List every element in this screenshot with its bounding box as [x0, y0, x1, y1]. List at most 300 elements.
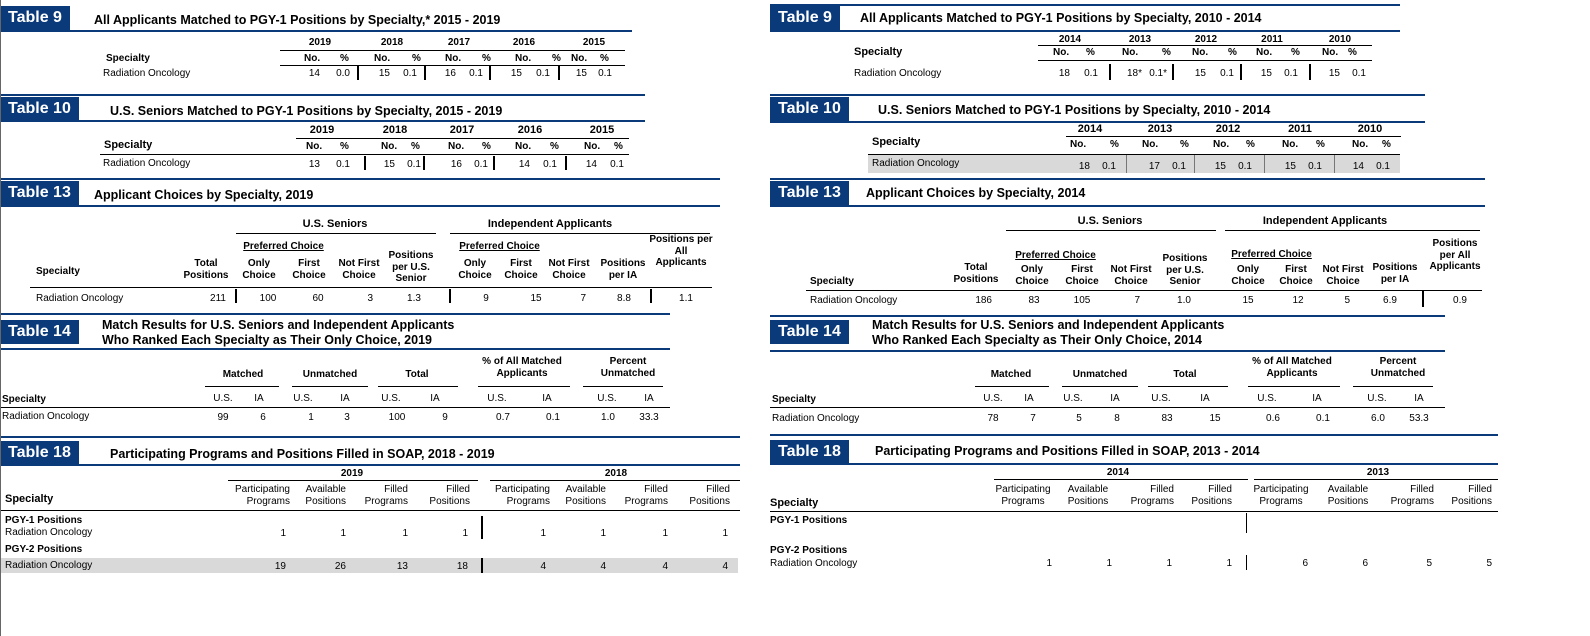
group-rule [994, 479, 1248, 480]
value-cell: 15 [575, 68, 587, 79]
table-10-title: U.S. Seniors Matched to PGY-1 Positions by Specialty, 2015 - 2019 [110, 104, 503, 118]
group-rule [1006, 230, 1216, 231]
specialty-header: Specialty [772, 394, 816, 405]
value-cell: 5 [1486, 558, 1492, 569]
value-cell: 19 [274, 561, 286, 572]
no-header: No. [1282, 139, 1299, 150]
value-cell: 8.8 [617, 293, 631, 304]
header-rule [100, 154, 629, 155]
positions-per-ia-header: Positions per IA [600, 258, 646, 281]
matched-header: Matched [990, 369, 1032, 380]
table-14-title-line-2: Who Ranked Each Specialty as Their Only Choice, 2014 [872, 333, 1202, 347]
group-rule [236, 233, 436, 234]
ia-header: IA [1312, 393, 1322, 404]
year-header: 2019 [340, 468, 364, 479]
table-13-number: Table 13 [770, 181, 849, 205]
column-divider [1172, 64, 1174, 80]
not-first-choice-header: Not First Choice [1110, 264, 1152, 287]
group-rule [478, 386, 570, 387]
us-header: U.S. [487, 393, 507, 404]
value-cell: 15 [510, 68, 522, 79]
header-rule [806, 290, 1482, 291]
value-cell: 13 [308, 159, 320, 170]
value-cell: 3 [344, 412, 350, 423]
column-divider [481, 558, 483, 573]
pgy2-section-header: PGY-2 Positions [5, 544, 83, 555]
value-cell: 0.1 [598, 68, 612, 79]
value-cell: 15 [1209, 413, 1221, 424]
year-header: 2014 [1106, 467, 1130, 478]
value-cell: 1 [1226, 558, 1232, 569]
first-choice-header: First Choice [504, 258, 538, 281]
column-divider [481, 516, 483, 539]
value-cell: 0.1 [536, 68, 550, 79]
table-10-title: U.S. Seniors Matched to PGY-1 Positions by Specialty, 2010 - 2014 [878, 103, 1271, 117]
no-header: No. [1053, 47, 1070, 58]
ia-header: IA [542, 393, 552, 404]
year-header: 2012 [1194, 34, 1218, 45]
value-cell: 15 [1284, 161, 1296, 172]
value-cell: 15 [1328, 68, 1340, 79]
value-cell: 14 [1352, 161, 1364, 172]
value-cell: 0.6 [1266, 413, 1280, 424]
pct-header: % [1316, 139, 1325, 150]
not-first-choice-header: Not First Choice [548, 258, 590, 281]
pct-header: % [1110, 139, 1119, 150]
pct-header: % [411, 141, 420, 152]
column-divider [489, 66, 491, 80]
available-positions-header: Available Positions [1327, 484, 1369, 507]
year-header: 2010 [1357, 123, 1383, 135]
unmatched-header: Unmatched [1072, 369, 1128, 380]
no-header: No. [304, 53, 321, 64]
available-positions-header: Available Positions [565, 484, 606, 507]
year-header: 2015 [582, 37, 606, 48]
specialty-header: Specialty [104, 139, 153, 151]
table-14-title-line-1: Match Results for U.S. Seniors and Independent Applicants [102, 318, 455, 332]
header-rule [0, 510, 740, 511]
pct-header: % [600, 53, 609, 64]
value-cell: 211 [210, 293, 226, 304]
column-divider [1109, 64, 1111, 80]
value-cell: 1 [1166, 558, 1172, 569]
us-header: U.S. [1257, 393, 1277, 404]
column-divider [423, 156, 425, 170]
only-choice-header: Only Choice [1231, 264, 1265, 287]
filled-positions-header: Filled Positions [1451, 484, 1492, 507]
value-cell: 5 [1426, 558, 1432, 569]
pct-header: % [1228, 47, 1237, 58]
column-divider [1194, 155, 1195, 173]
pct-header: % [552, 53, 561, 64]
value-cell: 0.1* [1149, 68, 1167, 79]
header-rule [1038, 60, 1372, 61]
us-header: U.S. [1151, 393, 1171, 404]
column-divider [650, 289, 652, 303]
no-header: No. [448, 141, 465, 152]
positions-per-all-header: Positions per All Applicants [1429, 238, 1481, 272]
table-13-top-rule [0, 178, 720, 180]
participating-programs-header: Participating Programs [1253, 484, 1309, 507]
header-rule [30, 287, 712, 288]
value-cell: 83 [1028, 295, 1040, 306]
year-header: 2013 [1128, 34, 1152, 45]
year-header: 2015 [589, 124, 615, 136]
year-header: 2013 [1366, 467, 1390, 478]
header-rule [770, 511, 1498, 512]
value-cell: 7 [1030, 413, 1036, 424]
percent-unmatched-header: Percent Unmatched [600, 356, 656, 379]
pct-header: % [550, 141, 559, 152]
group-rule [1225, 230, 1480, 231]
value-cell: 1.0 [601, 412, 615, 423]
specialty-cell: Radiation Oncology [772, 413, 860, 424]
value-cell: 0.9 [1453, 295, 1467, 306]
year-header: 2011 [1288, 123, 1312, 135]
group-rule [378, 386, 458, 387]
no-header: No. [374, 53, 391, 64]
us-header: U.S. [381, 393, 401, 404]
year-header: 2019 [308, 37, 332, 48]
ia-header: IA [254, 393, 264, 404]
column-divider [364, 156, 366, 170]
table-10-number: Table 10 [0, 97, 79, 121]
filled-positions-header: Filled Positions [1191, 484, 1232, 507]
table-18-rule [0, 464, 740, 466]
column-divider [235, 289, 237, 303]
filled-positions-header: Filled Positions [689, 484, 730, 507]
table-9-number: Table 9 [770, 6, 840, 30]
pgy1-section-header: PGY-1 Positions [770, 515, 848, 526]
group-rule [1248, 386, 1340, 387]
header-rule [1066, 136, 1401, 137]
unmatched-header: Unmatched [302, 369, 358, 380]
pct-header: % [482, 53, 491, 64]
group-rule [205, 386, 279, 387]
value-cell: 6 [260, 412, 266, 423]
value-cell: 14 [585, 159, 597, 170]
us-header: U.S. [213, 393, 233, 404]
table-14-title-line-2: Who Ranked Each Specialty as Their Only Choice, 2019 [102, 333, 432, 347]
only-choice-header: Only Choice [1015, 264, 1049, 287]
table-18-number: Table 18 [0, 441, 79, 465]
specialty-header: Specialty [770, 497, 819, 509]
value-cell: 0.1 [474, 159, 488, 170]
specialty-cell: Radiation Oncology [854, 68, 942, 79]
table-14-title-line-1: Match Results for U.S. Seniors and Independent Applicants [872, 318, 1225, 332]
pgy1-section-header: PGY-1 Positions [5, 515, 83, 526]
ia-header: IA [340, 393, 350, 404]
value-cell: 14 [518, 159, 530, 170]
year-header: 2017 [449, 124, 475, 136]
table-18-top-rule [0, 436, 740, 438]
group-rule [292, 386, 368, 387]
table-13-title: Applicant Choices by Specialty, 2014 [866, 186, 1086, 200]
preferred-choice-header: Preferred Choice [1231, 249, 1312, 260]
year-header: 2016 [512, 37, 536, 48]
value-cell: 1.3 [407, 293, 421, 304]
value-cell: 0.1 [1102, 161, 1116, 172]
available-positions-header: Available Positions [1067, 484, 1109, 507]
table-13-rule [770, 205, 1485, 207]
header-rule [296, 138, 629, 139]
value-cell: 1.1 [679, 293, 693, 304]
column-divider [565, 156, 567, 170]
group-rule [1254, 479, 1498, 480]
table-18-number: Table 18 [770, 440, 849, 464]
value-cell: 18 [1078, 161, 1090, 172]
value-cell: 7 [1134, 295, 1140, 306]
pct-header: % [412, 53, 421, 64]
left-page-border [0, 0, 1, 636]
us-header: U.S. [597, 393, 617, 404]
value-cell: 1 [1046, 558, 1052, 569]
value-cell: 1 [402, 528, 408, 539]
pct-header: % [1162, 47, 1171, 58]
table-10-number: Table 10 [770, 97, 849, 121]
value-cell: 17 [1148, 161, 1160, 172]
specialty-cell: Radiation Oncology [36, 293, 124, 304]
header-rule [280, 65, 625, 66]
value-cell: 18 [1058, 68, 1070, 79]
specialty-header: Specialty [854, 46, 903, 58]
percent-unmatched-header: Percent Unmatched [1370, 356, 1426, 379]
ia-header: IA [644, 393, 654, 404]
value-cell: 1 [340, 528, 346, 539]
value-cell: 15 [1242, 295, 1254, 306]
filled-positions-header: Filled Positions [429, 484, 470, 507]
year-header: 2019 [309, 124, 335, 136]
table-18-top-rule [770, 434, 1498, 436]
table-14-top-rule [770, 315, 1445, 317]
column-divider [1422, 291, 1424, 307]
specialty-cell: Radiation Oncology [872, 158, 960, 169]
value-cell: 60 [312, 293, 324, 304]
group-rule [1062, 386, 1138, 387]
value-cell: 0.1 [1316, 413, 1330, 424]
pct-header: % [1382, 139, 1391, 150]
value-cell: 100 [388, 412, 406, 423]
value-cell: 1.0 [1177, 295, 1191, 306]
header-rule [868, 154, 1400, 155]
column-divider [424, 66, 426, 80]
table-13-rule [0, 205, 720, 207]
group-header-us-seniors: U.S. Seniors [302, 218, 368, 230]
header-rule [0, 407, 670, 408]
value-cell: 4 [540, 561, 546, 572]
value-cell: 1 [722, 528, 728, 539]
value-cell: 83 [1161, 413, 1173, 424]
no-header: No. [445, 53, 462, 64]
specialty-header: Specialty [5, 493, 54, 505]
specialty-cell: Radiation Oncology [770, 558, 858, 569]
table-9-title: All Applicants Matched to PGY-1 Positions by Specialty, 2010 - 2014 [860, 11, 1262, 25]
value-cell: 5 [1344, 295, 1350, 306]
no-header: No. [306, 141, 323, 152]
value-cell: 1 [540, 528, 546, 539]
total-header: Total [405, 369, 429, 380]
group-header-independent: Independent Applicants [487, 218, 613, 230]
value-cell: 78 [987, 413, 999, 424]
value-cell: 14 [308, 68, 320, 79]
no-header: No. [1322, 47, 1339, 58]
value-cell: 6 [1302, 558, 1308, 569]
first-choice-header: First Choice [1065, 264, 1099, 287]
group-rule [1148, 386, 1228, 387]
year-header: 2016 [517, 124, 543, 136]
value-cell: 0.1 [336, 159, 350, 170]
pct-header: % [1246, 139, 1255, 150]
no-header: No. [1256, 47, 1273, 58]
table-14-number: Table 14 [0, 320, 79, 344]
year-header: 2012 [1215, 123, 1241, 135]
table-10-rule [0, 120, 645, 122]
us-header: U.S. [983, 393, 1003, 404]
value-cell: 0.7 [496, 412, 510, 423]
value-cell: 15 [1194, 68, 1206, 79]
value-cell: 16 [444, 68, 456, 79]
value-cell: 0.0 [336, 68, 350, 79]
positions-per-all-header: Positions per All Applicants [649, 234, 713, 268]
column-divider [1264, 155, 1265, 173]
positions-per-ia-header: Positions per IA [1372, 262, 1418, 285]
filled-programs-header: Filled Programs [1130, 484, 1174, 507]
not-first-choice-header: Not First Choice [1322, 264, 1364, 287]
pct-header: % [1086, 47, 1095, 58]
group-rule [228, 480, 478, 481]
no-header: No. [1352, 139, 1369, 150]
specialty-cell: Radiation Oncology [5, 560, 93, 571]
table-13-title: Applicant Choices by Specialty, 2019 [94, 188, 314, 202]
column-divider [493, 156, 495, 170]
specialty-header: Specialty [810, 276, 854, 287]
table-10-top-rule [770, 94, 1425, 96]
specialty-header: Specialty [106, 53, 150, 64]
no-header: No. [1070, 139, 1087, 150]
no-header: No. [571, 53, 588, 64]
value-cell: 0.1 [469, 68, 483, 79]
table-9-rule [0, 30, 632, 32]
group-rule [583, 386, 663, 387]
column-divider [1240, 64, 1242, 80]
value-cell: 5 [1076, 413, 1082, 424]
value-cell: 0.1 [1084, 68, 1098, 79]
value-cell: 99 [217, 412, 229, 423]
value-cell: 0.1 [543, 159, 557, 170]
group-rule [975, 386, 1049, 387]
specialty-cell: Radiation Oncology [810, 295, 898, 306]
header-rule [1038, 45, 1372, 46]
us-header: U.S. [1367, 393, 1387, 404]
ia-header: IA [1414, 393, 1424, 404]
specialty-cell: Radiation Oncology [103, 68, 191, 79]
column-divider [449, 289, 451, 303]
preferred-choice-header: Preferred Choice [459, 241, 540, 252]
value-cell: 0.1 [1352, 68, 1366, 79]
only-choice-header: Only Choice [242, 258, 276, 281]
specialty-header: Specialty [872, 136, 921, 148]
positions-per-us-senior-header: Positions per U.S. Senior [1162, 253, 1208, 287]
value-cell: 0.1 [1284, 68, 1298, 79]
ia-header: IA [1200, 393, 1210, 404]
year-header: 2018 [382, 124, 408, 136]
table-14-top-rule [0, 313, 670, 315]
first-choice-header: First Choice [292, 258, 326, 281]
preferred-choice-header: Preferred Choice [243, 241, 324, 252]
column-divider [357, 66, 359, 80]
matched-header: Matched [222, 369, 264, 380]
year-header: 2018 [380, 37, 404, 48]
year-header: 2017 [447, 37, 471, 48]
value-cell: 4 [600, 561, 606, 572]
filled-programs-header: Filled Programs [624, 484, 668, 507]
pct-header: % [340, 141, 349, 152]
value-cell: 1 [280, 528, 286, 539]
ia-header: IA [1110, 393, 1120, 404]
group-rule [490, 480, 740, 481]
value-cell: 6.9 [1383, 295, 1397, 306]
value-cell: 105 [1073, 295, 1091, 306]
value-cell: 0.1 [1238, 161, 1252, 172]
value-cell: 9 [442, 412, 448, 423]
specialty-cell: Radiation Oncology [5, 527, 93, 538]
table-14-rule [0, 348, 670, 350]
value-cell: 16 [450, 159, 462, 170]
value-cell: 26 [334, 561, 346, 572]
value-cell: 100 [259, 293, 277, 304]
value-cell: 15 [1214, 161, 1226, 172]
no-header: No. [584, 141, 601, 152]
total-positions-header: Total Positions [953, 262, 999, 285]
pct-all-matched-header: % of All Matched Applicants [1252, 356, 1332, 379]
table-14-rule [770, 350, 1445, 352]
value-cell: 1 [662, 528, 668, 539]
year-header: 2014 [1058, 34, 1082, 45]
pct-header: % [340, 53, 349, 64]
value-cell: 4 [722, 561, 728, 572]
total-positions-header: Total Positions [183, 258, 229, 281]
header-rule [280, 50, 625, 51]
available-positions-header: Available Positions [305, 484, 346, 507]
pct-header: % [1291, 47, 1300, 58]
positions-per-us-senior-header: Positions per U.S. Senior [388, 250, 434, 284]
table-9-rule [770, 30, 1400, 32]
value-cell: 18* [1126, 68, 1142, 79]
specialty-header: Specialty [2, 394, 46, 405]
no-header: No. [1142, 139, 1159, 150]
value-cell: 53.3 [1409, 413, 1429, 424]
participating-programs-header: Participating Programs [995, 484, 1051, 507]
first-choice-header: First Choice [1279, 264, 1313, 287]
us-header: U.S. [1063, 393, 1083, 404]
no-header: No. [515, 141, 532, 152]
value-cell: 15 [530, 293, 542, 304]
value-cell: 1 [600, 528, 606, 539]
value-cell: 0.1 [546, 412, 560, 423]
table-18-title: Participating Programs and Positions Filled in SOAP, 2013 - 2014 [875, 444, 1260, 458]
year-header: 2014 [1077, 123, 1103, 135]
value-cell: 4 [662, 561, 668, 572]
year-header: 2018 [604, 468, 628, 479]
value-cell: 0.1 [610, 159, 624, 170]
pct-header: % [614, 141, 623, 152]
no-header: No. [1213, 139, 1230, 150]
preferred-choice-header: Preferred Choice [1015, 250, 1096, 261]
value-cell: 186 [975, 295, 992, 306]
value-cell: 18 [456, 561, 468, 572]
column-divider [1246, 555, 1247, 570]
value-cell: 9 [483, 293, 489, 304]
